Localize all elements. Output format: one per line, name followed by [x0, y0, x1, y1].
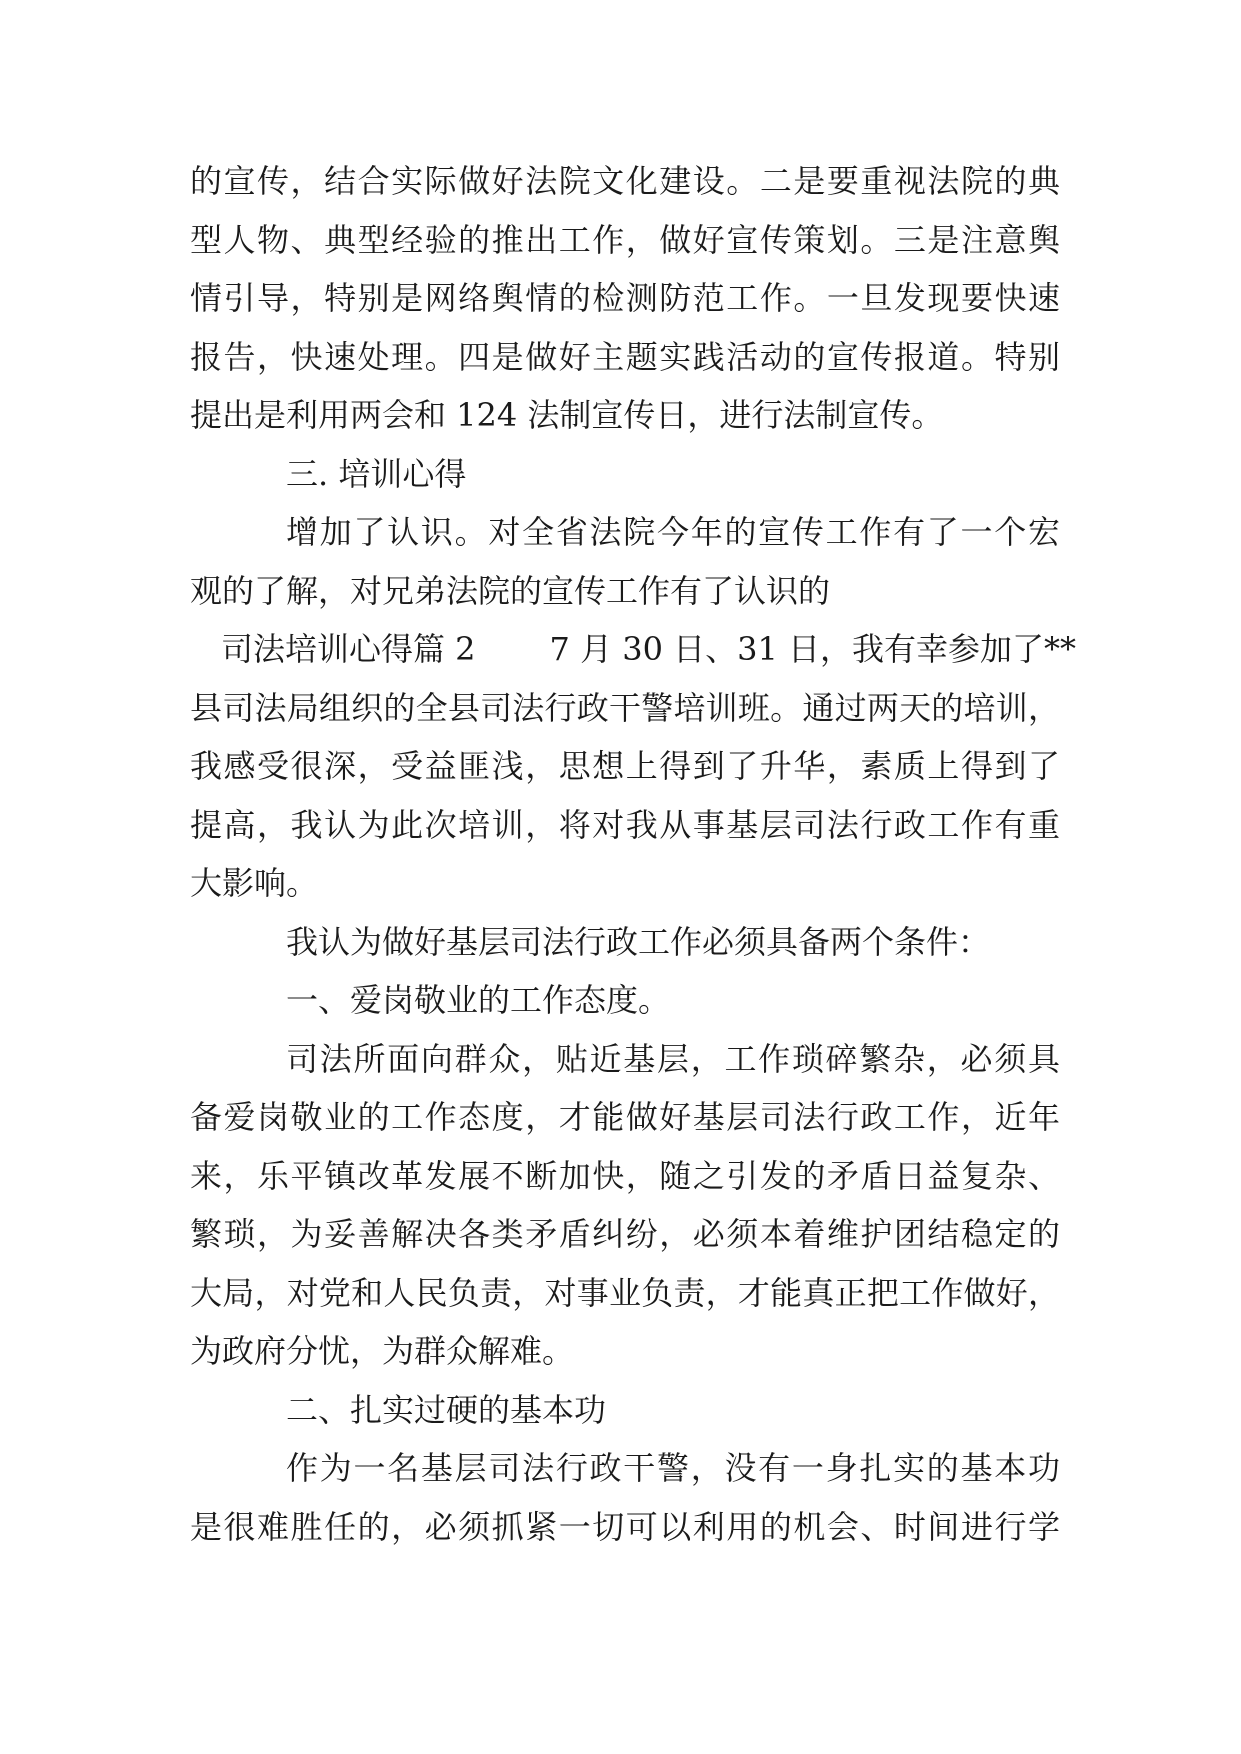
text-line: 我感受很深，受益匪浅，思想上得到了升华，素质上得到了	[190, 747, 1060, 785]
text-line: 备爱岗敬业的工作态度，才能做好基层司法行政工作，近年	[190, 1098, 1060, 1136]
text-line: 提高，我认为此次培训，将对我从事基层司法行政工作有重	[190, 805, 1060, 844]
text-line: 增加了认识。对全省法院今年的宣传工作有了一个宏	[286, 513, 1060, 551]
section-heading: 一、爱岗敬业的工作态度。	[286, 981, 671, 1019]
text-line: 7 月 30 日、31 日，我有幸参加了**	[549, 630, 1077, 668]
text-line: 为政府分忧，为群众解难。	[190, 1332, 575, 1370]
document-body	[190, 152, 1077, 1556]
text-line: 的宣传，结合实际做好法院文化建设。二是要重视法院的典	[190, 162, 1060, 200]
text-line: 大影响。	[190, 864, 319, 902]
text-line: 报告，快速处理。四是做好主题实践活动的宣传报道。特别	[190, 337, 1060, 376]
text-line: 观的了解，对兄弟法院的宣传工作有了认识的	[190, 571, 831, 610]
text-line: 型人物、典型经验的推出工作，做好宣传策划。三是注意舆	[190, 220, 1060, 259]
text-line: 大局，对党和人民负责，对事业负责，才能真正把工作做好，	[190, 1273, 1060, 1312]
text-line: 情引导，特别是网络舆情的检测防范工作。一旦发现要快速	[190, 279, 1060, 317]
article-title-line	[190, 620, 1077, 679]
text-line: 县司法局组织的全县司法行政干警培训班。通过两天的培训，	[190, 688, 1060, 727]
text-line: 作为一名基层司法行政干警，没有一身扎实的基本功	[286, 1449, 1060, 1487]
text-line: 来，乐平镇改革发展不断加快，随之引发的矛盾日益复杂、	[190, 1156, 1060, 1195]
text-line: 是很难胜任的，必须抓紧一切可以利用的机会、时间进行学	[190, 1507, 1060, 1546]
text-line: 司法所面向群众，贴近基层，工作琐碎繁杂，必须具	[286, 1039, 1060, 1078]
text-line: 我认为做好基层司法行政工作必须具备两个条件：	[286, 922, 991, 961]
text-line: 提出是利用两会和 124 法制宣传日，进行法制宣传。	[190, 396, 944, 434]
article-title: 司法培训心得篇 2	[221, 630, 476, 668]
section-heading: 二、扎实过硬的基本功	[286, 1390, 607, 1429]
section-heading: 三. 培训心得	[286, 454, 467, 493]
text-line: 繁琐，为妥善解决各类矛盾纠纷，必须本着维护团结稳定的	[190, 1215, 1060, 1253]
